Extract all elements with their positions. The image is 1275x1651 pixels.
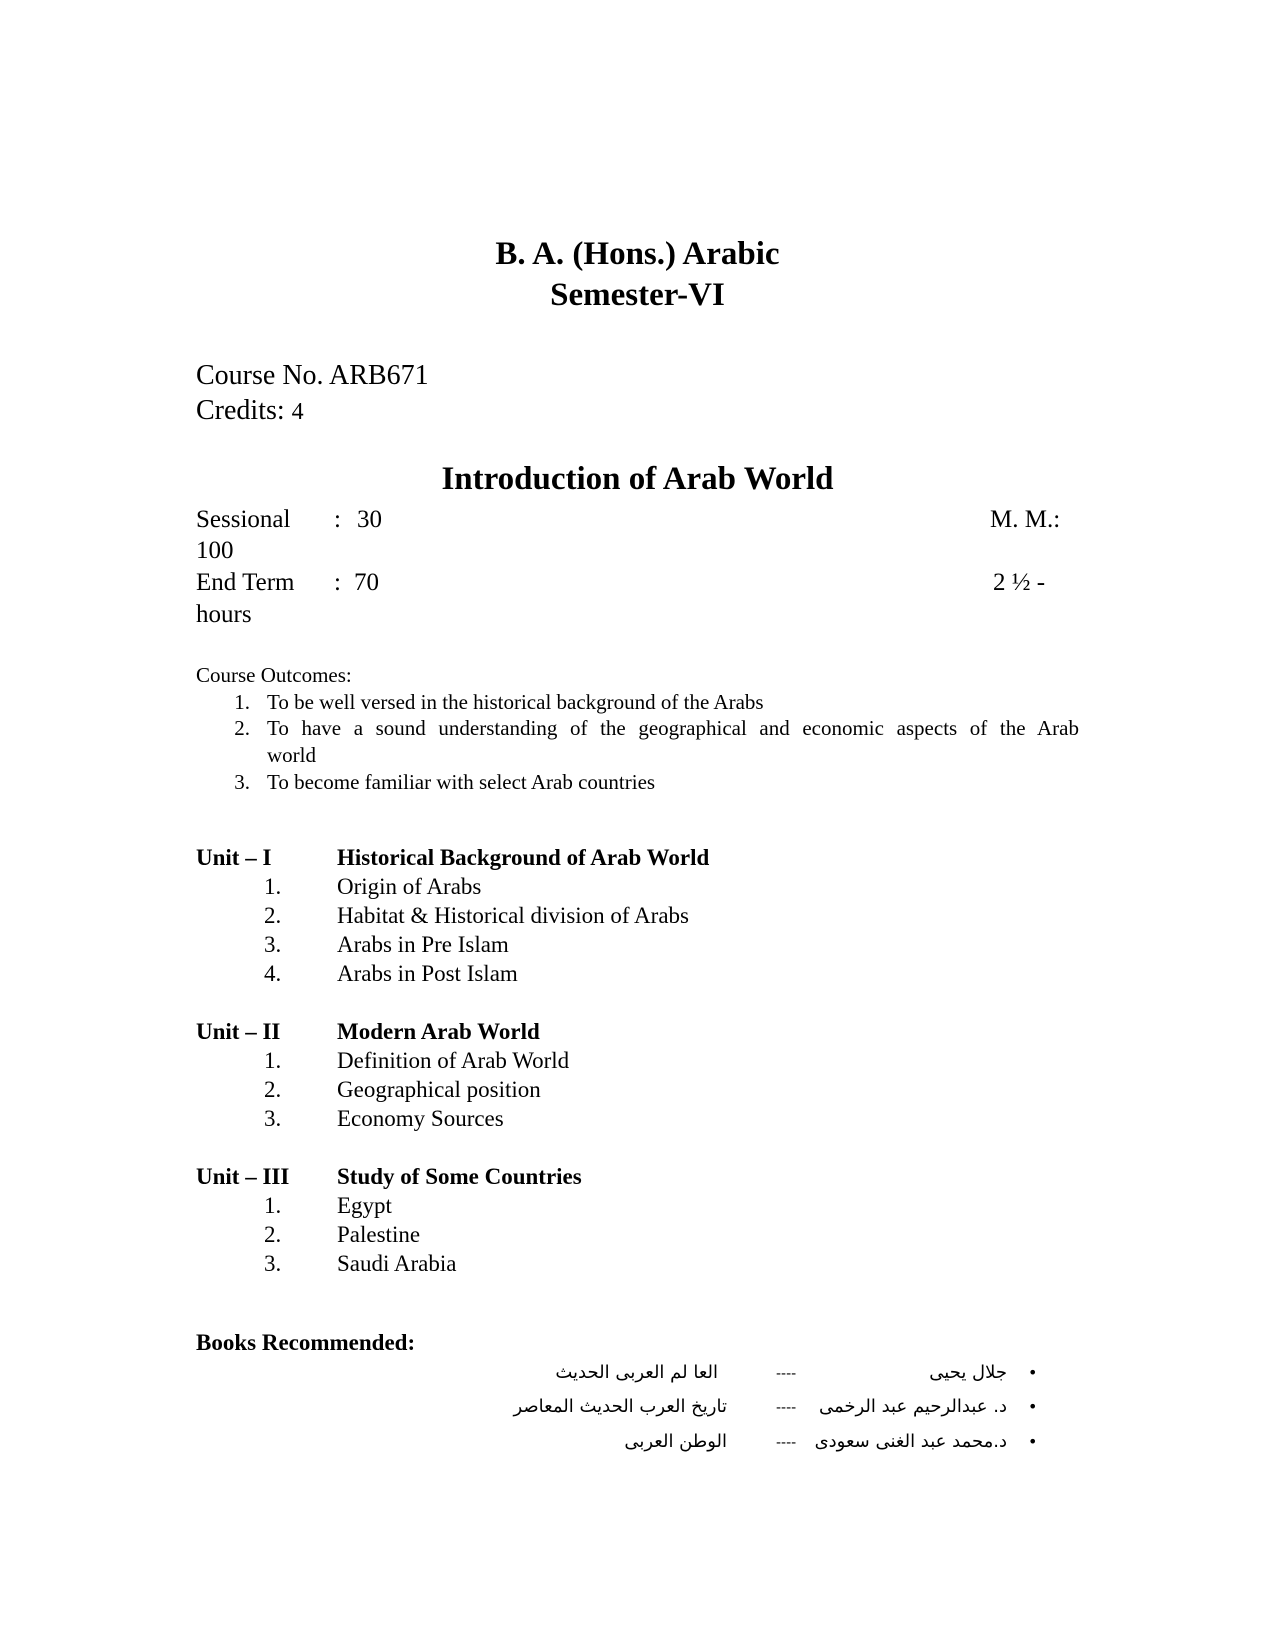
unit-item: Saudi Arabia: [337, 1251, 457, 1276]
unit-item: Palestine: [337, 1222, 421, 1247]
book-author: جلال یحیی: [929, 1362, 1007, 1383]
outcome-text: To be well versed in the historical background of the Arabs: [267, 690, 764, 714]
unit-item-number: 2.: [264, 903, 282, 928]
bullet-icon: •: [1028, 1432, 1038, 1451]
credits-value: 4: [291, 399, 304, 425]
unit-label: Unit – III: [196, 1164, 290, 1189]
subject-title: Introduction of Arab World: [441, 461, 834, 497]
unit-item: Definition of Arab World: [337, 1048, 570, 1073]
sessional-colon: :: [334, 506, 341, 533]
unit-item: Habitat & Historical division of Arabs: [337, 903, 689, 928]
outcome-number: 2.: [234, 716, 250, 740]
end-term-label: End Term: [196, 569, 295, 596]
course-number: Course No. ARB671: [196, 360, 429, 391]
unit-item: Geographical position: [337, 1077, 541, 1102]
end-term-value: 70: [354, 569, 379, 596]
duration-prefix: 2 ½ -: [993, 569, 1046, 596]
credits-label: Credits:: [196, 395, 285, 426]
outcome-text: To become familiar with select Arab countries: [267, 770, 656, 794]
outcome-number: 1.: [234, 690, 250, 714]
book-title: تاریخ العرب الحدیث المعاصر: [513, 1396, 727, 1417]
unit-item-number: 2.: [264, 1077, 282, 1102]
unit-item-number: 2.: [264, 1222, 282, 1247]
unit-label: Unit – I: [196, 845, 272, 870]
bullet-icon: •: [1028, 1397, 1038, 1416]
program-title: B. A. (Hons.) Arabic: [495, 236, 780, 272]
duration-unit: hours: [196, 601, 252, 628]
unit-item: Origin of Arabs: [337, 874, 482, 899]
books-heading: Books Recommended:: [196, 1330, 416, 1355]
book-separator: ----: [776, 1400, 797, 1416]
book-author: د. عبدالرحیم عبد الرخمی: [818, 1396, 1007, 1417]
book-title: الوطن العربی: [624, 1431, 727, 1452]
outcome-text: To have a sound understanding of the geographical and economic aspects of the Arab: [267, 716, 1079, 740]
course-credits: [196, 395, 304, 427]
unit-item-number: 1.: [264, 1193, 282, 1218]
max-marks-label: M. M.:: [990, 506, 1061, 533]
outcome-text-continuation: world: [267, 743, 316, 767]
unit-item: Arabs in Post Islam: [337, 961, 518, 986]
unit-item: Arabs in Pre Islam: [337, 932, 509, 957]
max-marks-value: 100: [196, 537, 234, 564]
unit-item-number: 3.: [264, 1106, 282, 1131]
sessional-label: Sessional: [196, 506, 291, 533]
unit-item-number: 3.: [264, 1251, 282, 1276]
outcomes-heading: Course Outcomes:: [196, 663, 352, 687]
sessional-value: 30: [357, 506, 382, 533]
unit-item-number: 1.: [264, 874, 282, 899]
semester-title: Semester-VI: [550, 277, 725, 313]
unit-item: Economy Sources: [337, 1106, 504, 1131]
outcome-number: 3.: [234, 770, 250, 794]
unit-item: Egypt: [337, 1193, 392, 1218]
unit-label: Unit – II: [196, 1019, 281, 1044]
book-author: د.محمد عبد الغنی سعودی: [814, 1431, 1007, 1452]
bullet-icon: •: [1028, 1363, 1038, 1382]
unit-title: Historical Background of Arab World: [337, 845, 710, 870]
book-separator: ----: [776, 1435, 797, 1451]
book-separator: ----: [776, 1366, 797, 1382]
end-term-colon: :: [334, 569, 341, 596]
unit-item-number: 1.: [264, 1048, 282, 1073]
unit-item-number: 3.: [264, 932, 282, 957]
unit-title: Modern Arab World: [337, 1019, 540, 1044]
unit-item-number: 4.: [264, 961, 282, 986]
unit-title: Study of Some Countries: [337, 1164, 582, 1189]
book-title: العا لم العربی الحدیث: [555, 1362, 718, 1383]
